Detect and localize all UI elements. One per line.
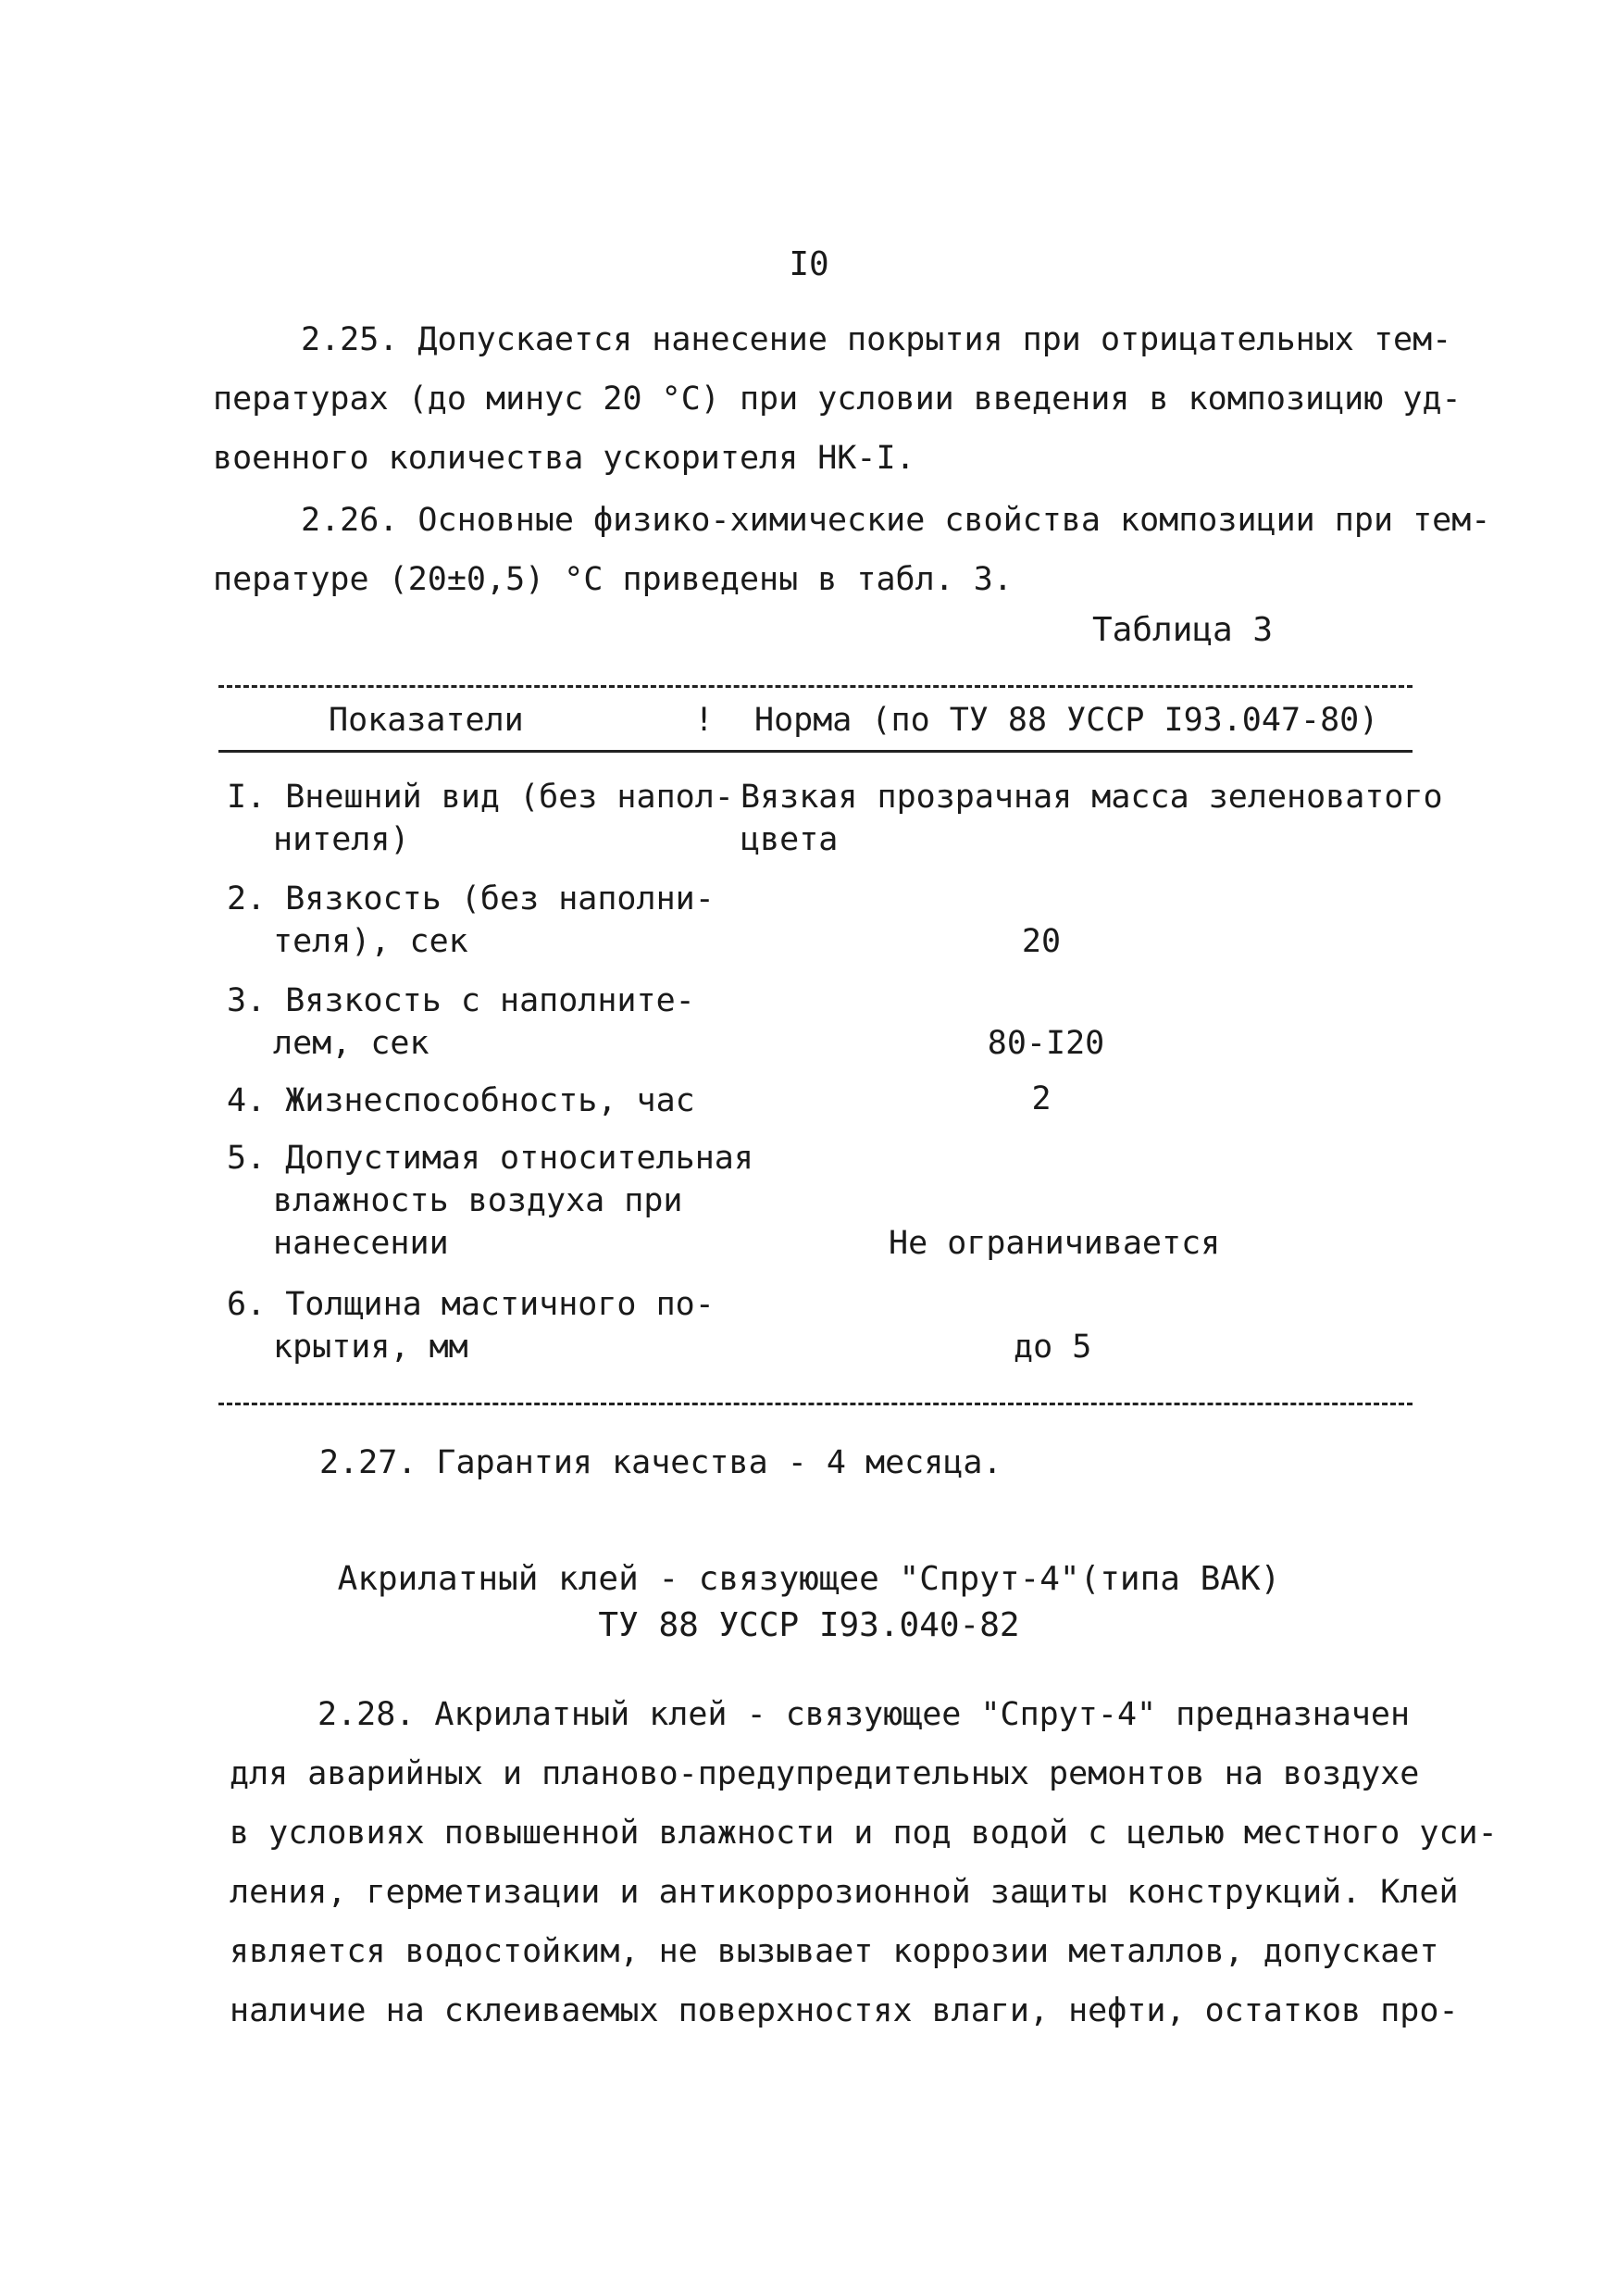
table-row-3-value: 80-I20 <box>987 1025 1105 1062</box>
cell-line: теля), сек <box>273 923 468 960</box>
cell-line: I. Внешний вид (без напол- <box>227 779 734 816</box>
table-row-1-name <box>227 776 734 861</box>
table-bottom-rule <box>218 1403 1413 1405</box>
table-header-norm: Норма (по ТУ 88 УССР I93.047-80) <box>754 702 1379 739</box>
paragraph-line: 2.28. Акрилатный клей - связующее "Спрут-4" предназначен <box>317 1696 1411 1733</box>
cell-line: 3. Вязкость с наполните- <box>227 982 695 1019</box>
table-row-5-name <box>227 1137 753 1265</box>
paragraph-line: пературе (20±0,5) °С приведены в табл. 3. <box>213 561 1013 598</box>
table-top-rule <box>218 685 1413 688</box>
paragraph-line: пературах (до минус 20 °С) при условии введения в композицию уд- <box>213 381 1462 418</box>
section-heading-title: Акрилатный клей - связующее "Спрут-4"(типа ВАК) <box>337 1560 1281 1598</box>
table-row-3-name <box>227 980 695 1065</box>
cell-line: Вязкая прозрачная масса зеленоватого <box>741 779 1443 816</box>
table-row-1-value <box>741 776 1443 861</box>
table-header-rule <box>218 750 1413 753</box>
cell-line: нанесении <box>273 1225 449 1262</box>
paragraph-line: является водостойким, не вызывает коррозии металлов, допускает <box>230 1933 1439 1970</box>
paragraph-line: 2.26. Основные физико-химические свойства композиции при тем- <box>301 502 1491 539</box>
cell-line: 2. Вязкость (без наполни- <box>227 880 715 917</box>
paragraph-2-27: 2.27. Гарантия качества - 4 месяца. <box>319 1444 1002 1481</box>
table-row-2-value: 20 <box>1021 923 1062 960</box>
cell-line: 5. Допустимая относительная <box>227 1140 753 1177</box>
paragraph-line: ления, герметизации и антикоррозионной защиты конструкций. Клей <box>230 1874 1459 1911</box>
paragraph-line: военного количества ускорителя НК-I. <box>213 440 915 477</box>
cell-line: нителя) <box>273 821 410 858</box>
table-header-indicators: Показатели <box>329 702 524 739</box>
table-caption: Таблица 3 <box>1092 611 1274 649</box>
paragraph-line: в условиях повышенной влажности и под водой с целью местного уси- <box>230 1815 1498 1852</box>
paragraph-line: для аварийных и планово-предупредительных ремонтов на воздухе <box>230 1755 1420 1792</box>
table-row-4-value: 2 <box>1031 1080 1052 1117</box>
cell-line: влажность воздуха при <box>273 1182 683 1219</box>
cell-line: 6. Толщина мастичного по- <box>227 1286 715 1323</box>
table-header-separator: ! <box>694 702 715 739</box>
paragraph-line: наличие на склеиваемых поверхностях влаги, нефти, остатков про- <box>230 1992 1459 2029</box>
page-number: I0 <box>789 245 829 283</box>
table-row-4-name <box>227 1079 695 1122</box>
table-row-6-name <box>227 1283 715 1368</box>
cell-line: 4. Жизнеспособность, час <box>227 1082 695 1119</box>
paragraph-2-26 <box>213 491 1491 609</box>
table-row-6-value: до 5 <box>1014 1329 1092 1366</box>
table-row-5-value: Не ограничивается <box>889 1225 1221 1262</box>
paragraph-2-28 <box>230 1685 1498 2040</box>
cell-line: лем, сек <box>273 1025 429 1062</box>
cell-line: цвета <box>741 821 839 858</box>
cell-line: крытия, мм <box>273 1329 468 1366</box>
table-row-2-name <box>227 878 715 963</box>
paragraph-2-25 <box>213 310 1462 488</box>
paragraph-line: 2.25. Допускается нанесение покрытия при отрицательных тем- <box>301 321 1452 358</box>
section-heading-spec: ТУ 88 УССР I93.040-82 <box>598 1606 1020 1644</box>
